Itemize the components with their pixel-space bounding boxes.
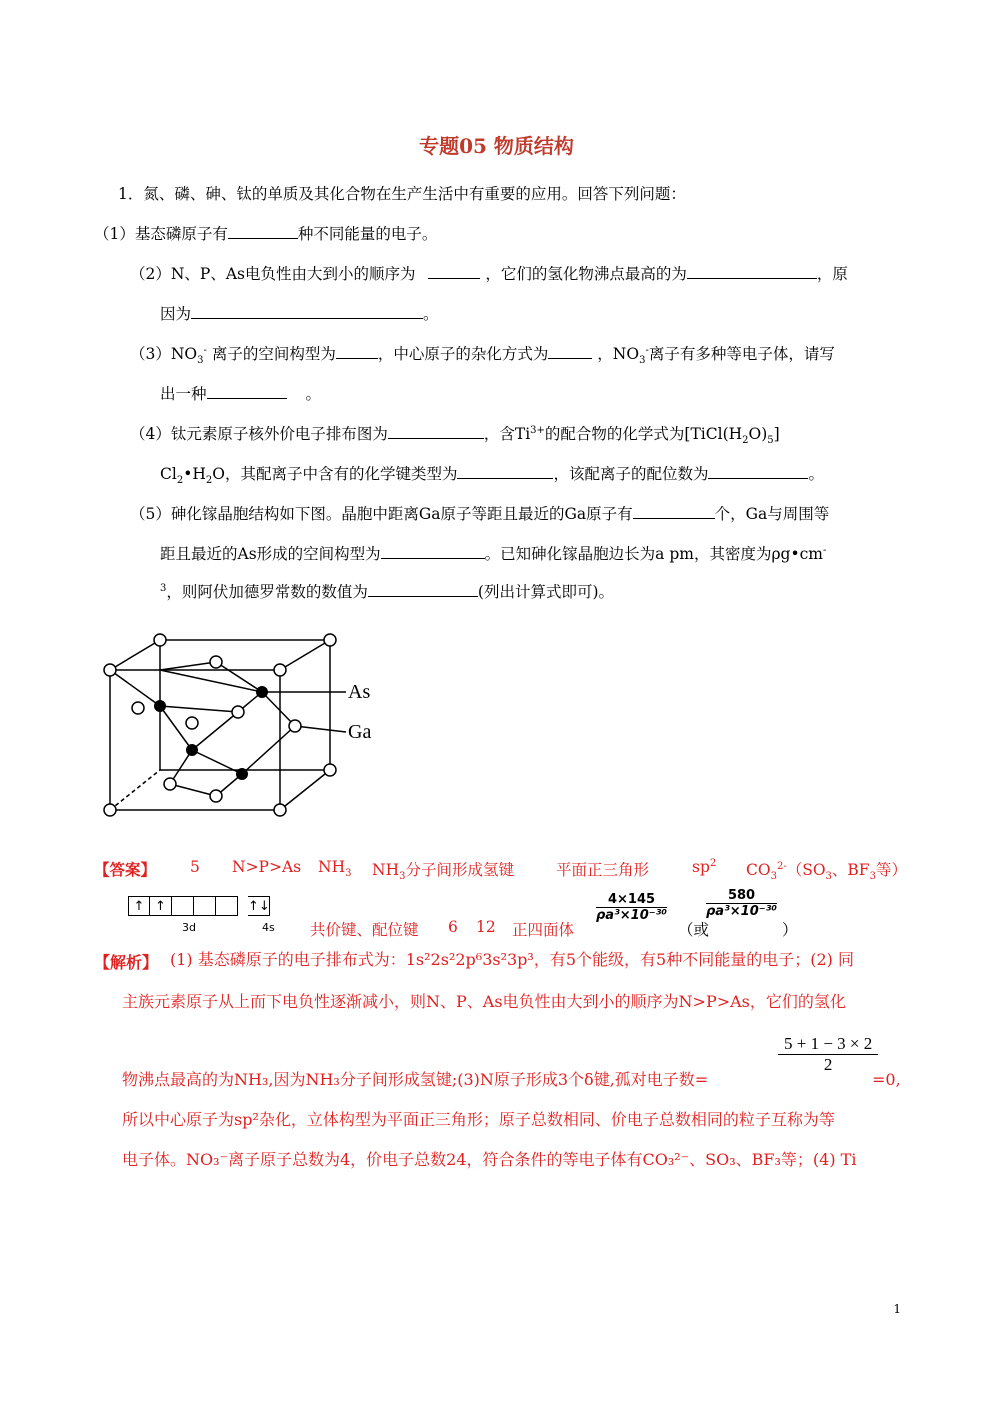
analysis-line-3-end: =0, [872, 1070, 901, 1089]
question-part-4-cont [160, 462, 824, 486]
text: 、BF [831, 861, 870, 879]
numerator: 5 + 1 − 3 × 2 [778, 1034, 878, 1055]
subscript: 3 [197, 355, 204, 367]
question-part-5-cont2 [160, 580, 614, 602]
text: 。 [423, 305, 439, 323]
text: O) [748, 425, 768, 443]
answer-fraction-2 [706, 888, 777, 919]
orbit-label-4s: 4s [262, 921, 275, 934]
orbital-3d-2: ↑ [150, 896, 172, 916]
text: 。 [305, 385, 321, 403]
superscript: 2 [709, 858, 717, 869]
text: ，则阿伏加德罗常数的数值为 [166, 583, 368, 601]
answer-blank [368, 580, 478, 597]
analysis-fraction [778, 1034, 878, 1075]
orbital-3d-5 [216, 896, 238, 916]
answer-blank [336, 342, 378, 359]
text: 距且最近的As形成的空间构型为 [160, 545, 381, 563]
text: ] [773, 425, 780, 443]
text: 离子的空间构型为 [206, 345, 336, 363]
analysis-line-1: (1) 基态磷原子的电子排布式为：1s²2s²2p⁶3s²3p³，有5个能级，有5种不同能量的电子；(2) 同 [170, 950, 854, 969]
text: （2）N、P、As电负性由大到小的顺序为 [130, 265, 416, 283]
superscript: 3+ [530, 424, 545, 436]
answer-1: 5 [190, 858, 200, 876]
question-part-3-cont [160, 382, 321, 404]
answer-11: 正四面体 [512, 921, 575, 939]
text: 个，Ga与周围等 [714, 505, 830, 523]
text: （1）基态磷原子有 [94, 225, 228, 243]
denominator: ρa³×10⁻³⁰ [596, 908, 668, 923]
answer-blank [228, 222, 298, 239]
subscript: 5 [767, 435, 774, 447]
text: ，它们的氢化物沸点最高的为 [485, 265, 687, 283]
text: （SO [786, 861, 826, 879]
text: 等） [875, 861, 907, 879]
text: (列出计算式即可)。 [477, 583, 614, 601]
crystal-structure-figure [96, 626, 396, 826]
text: NH [372, 861, 400, 879]
text: 种不同能量的电子。 [297, 225, 438, 243]
text: （4）钛元素原子核外价电子排布图为 [130, 425, 388, 443]
page-title: 专题05 物质结构 [419, 134, 574, 158]
answer-blank [388, 422, 484, 439]
superscript: - [823, 544, 827, 556]
answer-8: 共价键、配位键 [310, 921, 419, 939]
text: 。 [808, 465, 824, 483]
numerator: 4×145 [596, 892, 667, 908]
answer-9: 6 [448, 918, 458, 936]
question-stem: 1．氮、磷、砷、钛的单质及其化合物在生产生活中有重要的应用。回答下列问题： [118, 185, 686, 203]
orbit-label-3d: 3d [182, 921, 196, 934]
subscript: 3 [345, 868, 352, 880]
question-part-2-cont [160, 302, 439, 324]
text: sp [692, 858, 710, 877]
orbital-3d-3 [172, 896, 194, 916]
superscript: 2- [776, 860, 787, 872]
subscript: 3 [399, 871, 406, 883]
text: 。已知砷化镓晶胞边长为a pm，其密度为ρg•cm [484, 545, 824, 563]
label-ga: Ga [348, 721, 372, 743]
orbital-3d-4 [194, 896, 216, 916]
answer-5: 平面正三角形 [556, 861, 650, 879]
text: 的配合物的化学式为[TiCl(H [544, 425, 743, 443]
question-part-4 [130, 422, 780, 446]
analysis-label: 【解析】 [94, 953, 159, 972]
question-part-5-cont [160, 542, 826, 564]
orbital-4s: ↑↓ [248, 896, 270, 916]
superscript: 3 [160, 582, 167, 594]
question-part-1 [94, 222, 437, 244]
label-as: As [348, 681, 371, 703]
text: 物沸点最高的为NH₃,因为NH₃分子间形成氢键;(3)N原子形成3个δ键,孤对电子数= [122, 1070, 709, 1089]
text: ，NO [597, 345, 640, 363]
answer-blank [428, 262, 480, 279]
answer-2: N>P>As [232, 858, 302, 876]
or-open: （或 [678, 921, 710, 939]
answer-blank [381, 542, 485, 559]
answer-blank [633, 502, 715, 519]
numerator: 580 [706, 888, 777, 904]
answer-blank [708, 462, 808, 479]
answer-4 [372, 858, 514, 882]
page-number: 1 [893, 1302, 901, 1316]
denominator: 2 [823, 1055, 833, 1074]
text: ，含Ti [483, 425, 531, 443]
subscript: 2 [205, 475, 213, 487]
answer-7 [746, 858, 907, 882]
answer-6 [692, 858, 716, 876]
text: 离子有多种等电子体，请写 [648, 345, 835, 363]
subscript: 2 [742, 435, 749, 447]
subscript: 3 [770, 871, 777, 883]
answer-blank [457, 462, 553, 479]
answer-3 [318, 858, 351, 879]
subscript: 3 [639, 355, 646, 367]
or-close: ） [782, 921, 798, 939]
text: （3）NO [130, 345, 198, 363]
text: NH [318, 858, 346, 876]
answer-blank [207, 382, 287, 399]
subscript: 3 [825, 871, 832, 883]
text: Cl [160, 465, 177, 483]
text: •H [183, 465, 206, 483]
text: CO [746, 861, 771, 879]
answer-blank [687, 262, 817, 279]
subscript: 2 [176, 475, 184, 487]
analysis-line-2: 主族元素原子从上而下电负性逐渐减小，则N、P、As电负性由大到小的顺序为N>P>As，它们的氢化 [122, 992, 846, 1011]
question-part-5 [130, 502, 829, 524]
answer-blank [548, 342, 592, 359]
analysis-line-5: 电子体。NO₃⁻离子原子总数为4，价电子总数24，符合条件的等电子体有CO₃²⁻、SO₃、BF₃等；(4) Ti [122, 1150, 857, 1169]
text: ，该配离子的配位数为 [553, 465, 709, 483]
orbital-diagram [128, 896, 270, 916]
superscript: - [203, 344, 207, 356]
answer-fraction-1 [596, 892, 667, 923]
denominator: ρa³×10⁻³⁰ [706, 904, 778, 919]
orbital-3d-1: ↑ [128, 896, 150, 916]
text: ，中心原子的杂化方式为 [377, 345, 549, 363]
answer-label: 【答案】 [94, 860, 157, 879]
text: 因为 [160, 305, 192, 323]
superscript: - [645, 344, 649, 356]
text: ，原 [816, 265, 848, 283]
answer-10: 12 [476, 918, 496, 936]
answer-blank [191, 302, 423, 319]
question-part-3 [130, 342, 835, 366]
question-part-2 [130, 262, 848, 284]
text: （5）砷化镓晶胞结构如下图。晶胞中距离Ga原子等距且最近的Ga原子有 [130, 505, 633, 523]
text: 出一种 [160, 385, 207, 403]
subscript: 3 [869, 871, 876, 883]
text: O，其配离子中含有的化学键类型为 [212, 465, 458, 483]
text: 分子间形成氢键 [405, 861, 514, 879]
analysis-line-4: 所以中心原子为sp²杂化，立体构型为平面正三角形；原子总数相同、价电子总数相同的粒子互称为等 [122, 1110, 835, 1129]
